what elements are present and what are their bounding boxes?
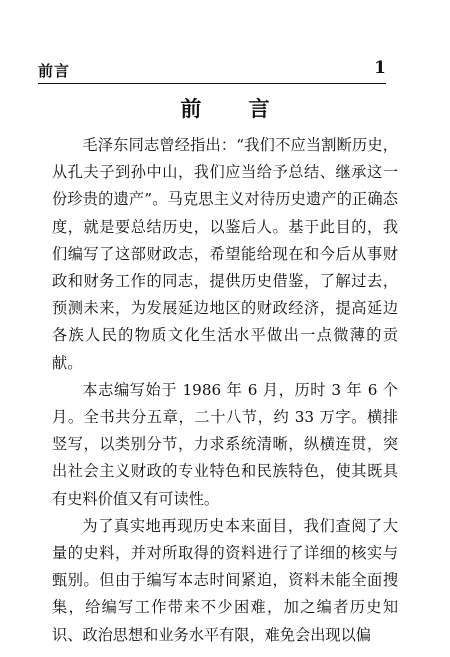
header-rule bbox=[38, 83, 386, 84]
running-title: 前言 bbox=[38, 62, 71, 80]
running-header bbox=[38, 56, 386, 82]
paragraph-3: 为了真实地再现历史本来面目，我们查阅了大量的史料，并对所取得的资料进行了详细的核实与甄别。但由于编写本志时间紧迫，资料未能全面搜集，给编写工作带来不少困难，加之编者历史知识、政治思想和业务水平有限，难免会出现以偏 bbox=[52, 516, 398, 644]
paragraph-1: 毛泽东同志曾经指出：“我们不应当割断历史，从孔夫子到孙中山，我们应当给予总结、继承这一份珍贵的遗产”。马克思主义对待历史遗产的正确态度，就是要总结历史，以鉴后人。基于此目的，我们编写了这部财政志，希望能给现在和今后从事财政和财务工作的同志，提供历史借鉴，了解过去，预测未来，为发展延边地区的财政经济，提高延边各族人民的物质文化生活水平做出一点微薄的贡献。 bbox=[52, 136, 398, 372]
page-number: 1 bbox=[374, 58, 386, 78]
section-heading: 前 言 bbox=[180, 96, 290, 121]
body-text bbox=[52, 132, 398, 649]
paragraph-2: 本志编写始于 1986 年 6 月，历时 3 年 6 个月。全书共分五章，二十八节，约 33 万字。横排竖写，以类别分节，力求系统清晰，纵横连贯，突出社会主义财政的专业特色和民族特色，使其既具有史料价值又有可读性。 bbox=[52, 380, 398, 508]
